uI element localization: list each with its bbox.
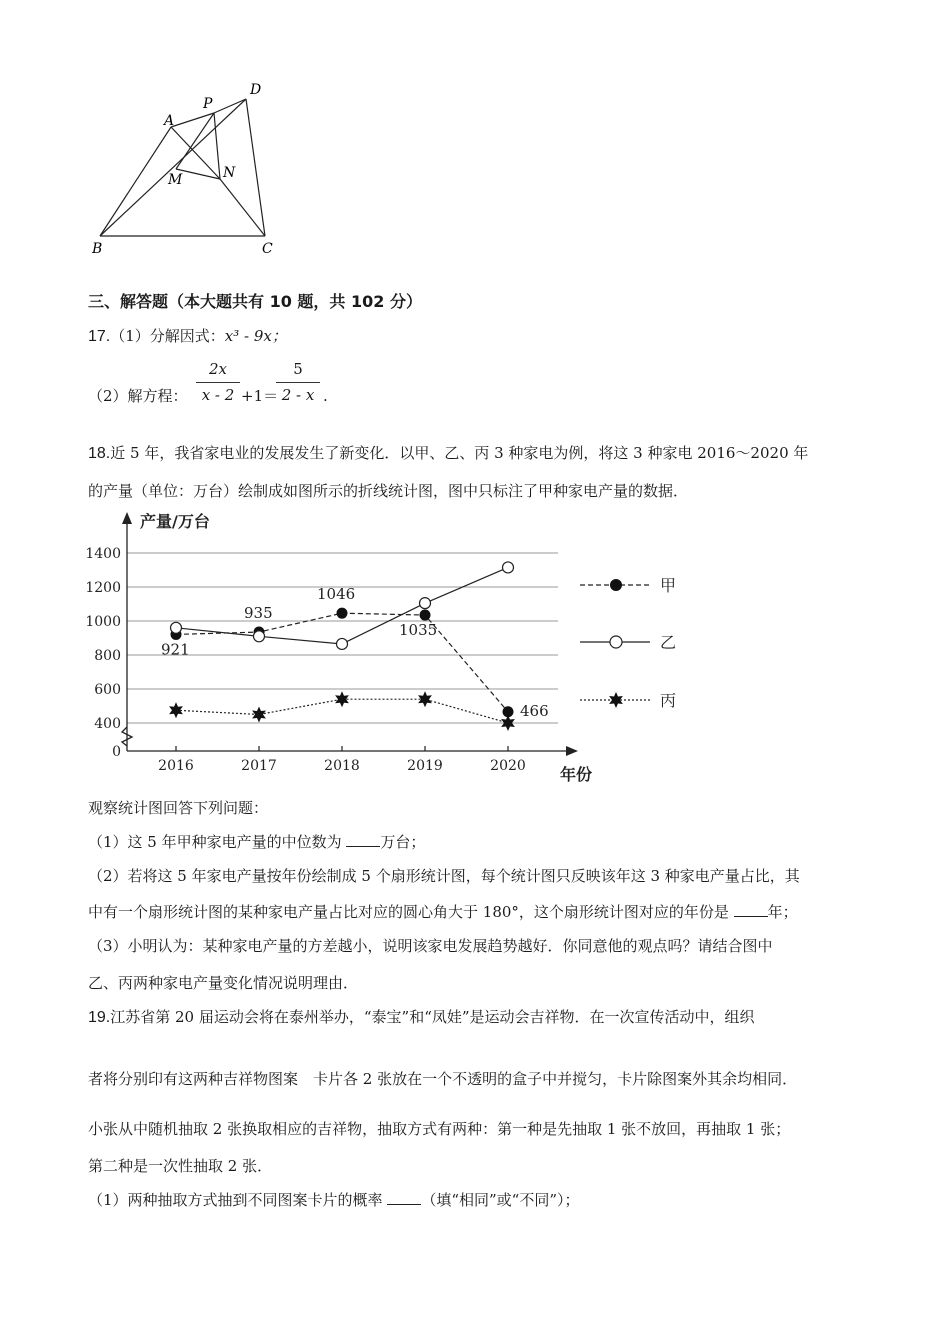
data-point bbox=[337, 638, 348, 649]
y-tick-label: 400 bbox=[94, 716, 121, 732]
data-point bbox=[254, 631, 265, 642]
data-label: 1046 bbox=[317, 585, 356, 604]
data-label: 921 bbox=[161, 640, 190, 659]
data-point bbox=[171, 622, 182, 633]
q18-part2-line1: （2）若将这 5 年家电产量按年份绘制成 5 个扇形统计图，每个统计图只反映该年这 3 种家电产量占比，其 bbox=[88, 867, 800, 885]
q18-part2-c: 年； bbox=[767, 903, 798, 921]
data-point bbox=[420, 610, 431, 621]
answer-blank-2[interactable] bbox=[734, 902, 768, 917]
q17-part2: （2）解方程： bbox=[88, 387, 188, 405]
data-point bbox=[252, 707, 266, 723]
q18-part3-line2: 乙、丙两种家电产量变化情况说明理由． bbox=[88, 974, 359, 992]
q19-part1-a: （1）两种抽取方式抽到不同图案卡片的概率 bbox=[88, 1191, 388, 1209]
label-a: A bbox=[164, 113, 175, 129]
legend-marker bbox=[610, 636, 622, 648]
q17-part1: （1）分解因式： bbox=[110, 327, 225, 345]
answer-blank-3[interactable] bbox=[387, 1190, 421, 1205]
q18-number: 18. bbox=[88, 445, 111, 462]
q18-text1: 近 5 年，我省家电业的发展发生了新变化．以甲、乙、丙 3 种家电为例，将这 3 种家电 2016～2020 年 bbox=[110, 444, 809, 462]
q18-part2-b: 中有一个扇形统计图的某种家电产量占比对应的圆心角大于 180°，这个扇形统计图对应的年份是 bbox=[88, 903, 734, 921]
q18-part1 bbox=[88, 832, 425, 852]
q17-line1 bbox=[88, 326, 287, 347]
q19-part1 bbox=[88, 1190, 580, 1210]
geometry-figure bbox=[80, 78, 280, 263]
chart-legend bbox=[580, 576, 676, 710]
y-axis-arrow bbox=[122, 512, 132, 524]
data-label: 1035 bbox=[399, 621, 438, 640]
x-axis-title: 年份 bbox=[560, 765, 593, 784]
q18-line1 bbox=[88, 443, 808, 464]
data-point bbox=[420, 598, 431, 609]
legend-label: 乙 bbox=[660, 633, 677, 652]
q18-part3-line1: （3）小明认为：某种家电产量的方差越小，说明该家电发展趋势越好．你同意他的观点吗？请结合图中 bbox=[88, 937, 773, 955]
data-point bbox=[503, 562, 514, 573]
q17-number: 17. bbox=[88, 328, 111, 345]
label-c: C bbox=[262, 241, 273, 257]
q17-fraction-1 bbox=[196, 360, 240, 404]
data-point bbox=[337, 608, 348, 619]
q17-frac2-den: 2 - x bbox=[276, 382, 320, 404]
legend-label: 甲 bbox=[660, 576, 677, 595]
q19-line4: 第二种是一次性抽取 2 张． bbox=[88, 1157, 273, 1175]
q17-frac2-num: 5 bbox=[293, 360, 303, 378]
data-label: 935 bbox=[244, 604, 273, 623]
series-line-乙 bbox=[176, 567, 508, 644]
q18-line2: 的产量（单位：万台）绘制成如图所示的折线统计图，图中只标注了甲种家电产量的数据． bbox=[88, 482, 689, 500]
y-tick-label: 600 bbox=[94, 682, 121, 698]
legend-label: 丙 bbox=[660, 691, 677, 710]
x-tick-label: 2020 bbox=[490, 758, 526, 774]
y-tick-label: 1400 bbox=[85, 546, 121, 562]
answer-blank-1[interactable] bbox=[346, 832, 380, 847]
y-tick-label: 1200 bbox=[85, 580, 121, 596]
x-tick-label: 2017 bbox=[241, 758, 277, 774]
label-m: M bbox=[168, 172, 183, 188]
q17-frac1-num: 2x bbox=[208, 360, 227, 378]
y-axis-title: 产量/万台 bbox=[140, 512, 210, 531]
q17-mid: +1＝ bbox=[241, 387, 279, 405]
q19-text1: 江苏省第 20 届运动会将在泰州举办，“泰宝”和“凤娃”是运动会吉祥物．在一次宣传活动中，组织 bbox=[110, 1008, 755, 1026]
q18-part1-b: 万台； bbox=[380, 833, 426, 851]
y-tick-label: 1000 bbox=[85, 614, 121, 630]
label-n: N bbox=[223, 165, 236, 181]
label-b: B bbox=[92, 241, 103, 257]
q18-part1-a: （1）这 5 年甲种家电产量的中位数为 bbox=[88, 833, 347, 851]
label-d: D bbox=[250, 82, 262, 98]
q17-part1-expr: x³ - 9x； bbox=[224, 327, 287, 345]
legend-marker bbox=[610, 579, 622, 591]
q19-line2: 者将分别印有这两种吉祥物图案 卡片各 2 张放在一个不透明的盒子中并搅匀，卡片除图案外其余均相同． bbox=[88, 1070, 798, 1088]
y-tick-label: 0 bbox=[112, 744, 121, 760]
line-chart bbox=[85, 508, 710, 790]
q19-part1-b: （填“相同”或“不同”）； bbox=[421, 1191, 580, 1209]
q17-frac1-den: x - 2 bbox=[196, 382, 240, 404]
label-p: P bbox=[203, 96, 213, 112]
data-label: 466 bbox=[520, 701, 549, 720]
x-tick-label: 2016 bbox=[158, 758, 194, 774]
section-title: 三、解答题（本大题共有 10 题，共 102 分） bbox=[88, 292, 422, 311]
q17-end: . bbox=[323, 387, 328, 405]
q19-line3: 小张从中随机抽取 2 张换取相应的吉祥物，抽取方式有两种：第一种是先抽取 1 张不放回，再抽取 1 张； bbox=[88, 1120, 791, 1138]
y-tick-label: 800 bbox=[94, 648, 121, 664]
q18-part2-line2 bbox=[88, 902, 798, 922]
x-axis-arrow bbox=[566, 746, 578, 756]
q18-observe: 观察统计图回答下列问题： bbox=[88, 799, 269, 817]
q19-line1 bbox=[88, 1007, 755, 1028]
x-tick-label: 2019 bbox=[407, 758, 443, 774]
q17-fraction-2 bbox=[276, 360, 320, 404]
x-tick-label: 2018 bbox=[324, 758, 360, 774]
q19-number: 19. bbox=[88, 1009, 111, 1026]
